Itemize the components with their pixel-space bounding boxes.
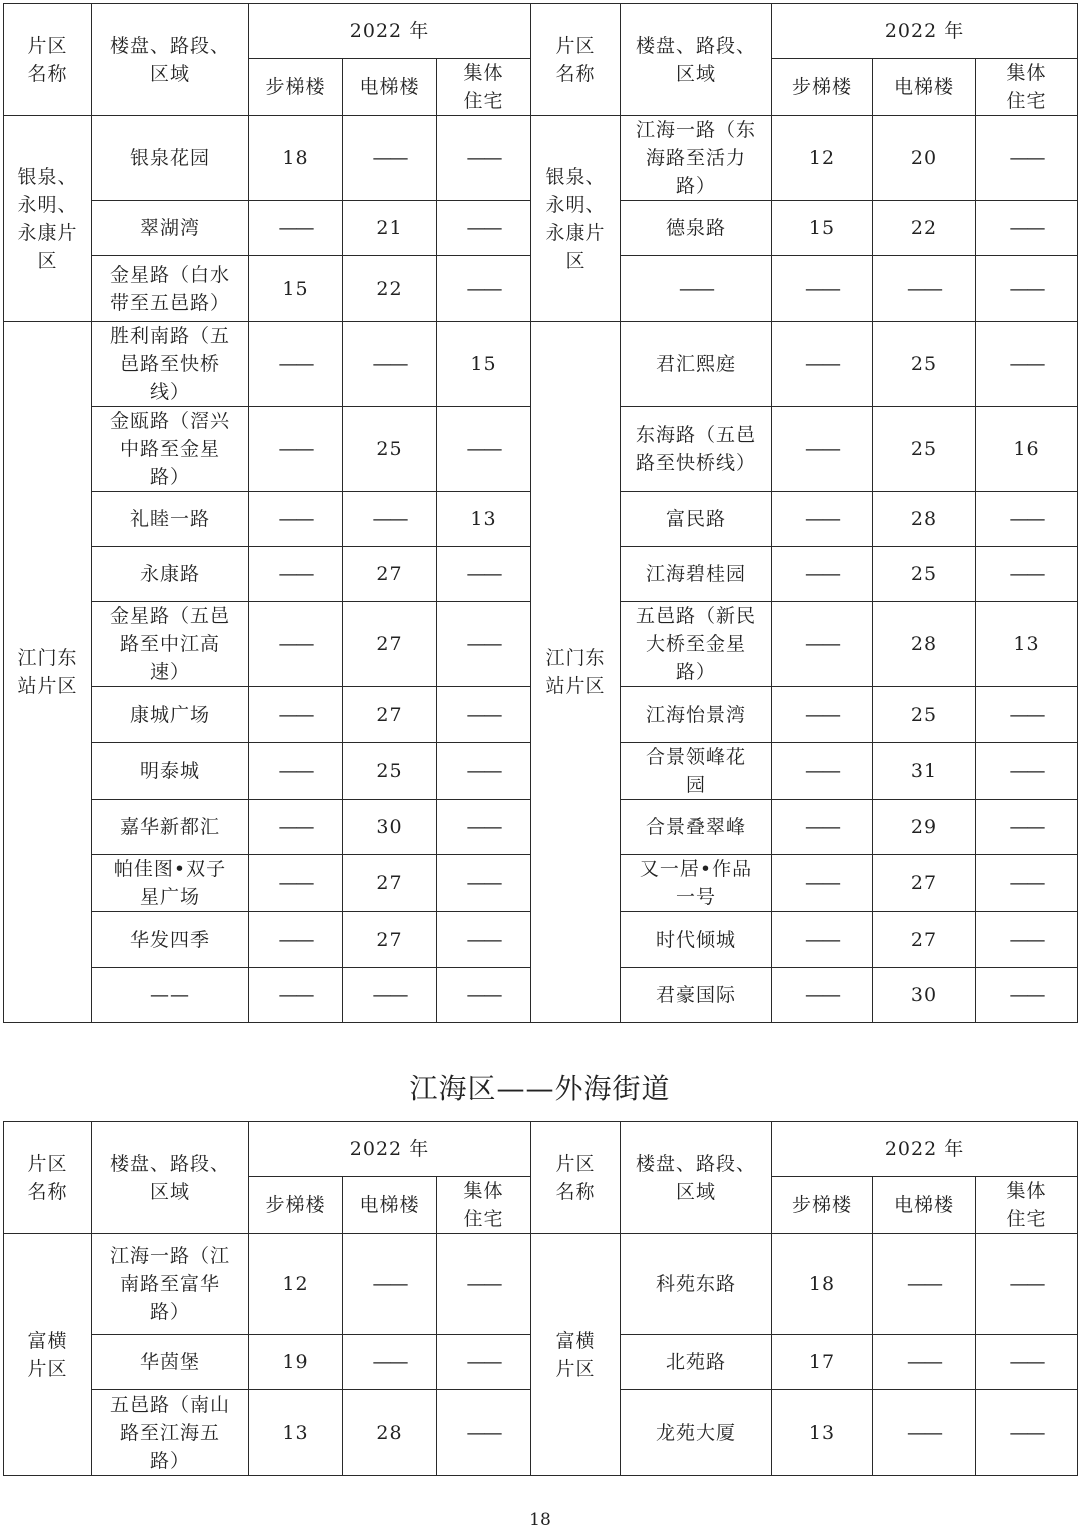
header-collective: 集体 住宅 [976,59,1078,116]
zone-name: 富横 片区 [531,1234,621,1476]
project-name: 华发四季 [92,912,249,968]
elevator-rent: 27 [873,912,976,968]
elevator-rent: 25 [343,743,437,800]
elevator-rent: —— [343,492,437,547]
project-name: 君豪国际 [621,968,772,1023]
collective-rent: —— [976,116,1078,201]
header-road: 楼盘、路段、 区域 [621,1122,772,1234]
stair-rent: 17 [772,1335,873,1390]
elevator-rent: 30 [343,800,437,855]
stair-rent: —— [249,743,343,800]
stair-rent: 13 [772,1390,873,1476]
zone-name: 银泉、 永明、 永康片 区 [531,116,621,322]
stair-rent: —— [249,912,343,968]
header-zone: 片区 名称 [4,4,92,116]
project-name: 金星路（白水 带至五邑路） [92,256,249,322]
elevator-rent: 25 [873,547,976,602]
header-year: 2022 年 [772,1122,1078,1177]
stair-rent: —— [772,407,873,492]
table-row [4,116,1078,201]
collective-rent: —— [437,743,531,800]
header-elevator: 电梯楼 [873,59,976,116]
header-collective: 集体 住宅 [437,59,531,116]
project-name: 合景叠翠峰 [621,800,772,855]
header-stair: 步梯楼 [249,59,343,116]
collective-rent: —— [976,1234,1078,1335]
elevator-rent: —— [873,1390,976,1476]
elevator-rent: 25 [873,687,976,743]
project-name: 翠湖湾 [92,201,249,256]
elevator-rent: 30 [873,968,976,1023]
elevator-rent: 22 [343,256,437,322]
project-name: 江海怡景湾 [621,687,772,743]
project-name: 时代倾城 [621,912,772,968]
elevator-rent: 27 [873,855,976,912]
collective-rent: 13 [437,492,531,547]
collective-rent: —— [976,1335,1078,1390]
stair-rent: —— [772,687,873,743]
elevator-rent: —— [873,1335,976,1390]
project-name: 德泉路 [621,201,772,256]
stair-rent: —— [772,800,873,855]
project-name: 华茵堡 [92,1335,249,1390]
collective-rent: —— [976,912,1078,968]
collective-rent: —— [437,800,531,855]
project-name: —— [621,256,772,322]
header-zone: 片区 名称 [531,1122,621,1234]
stair-rent: —— [249,322,343,407]
collective-rent: —— [437,201,531,256]
project-name: 银泉花园 [92,116,249,201]
header-elevator: 电梯楼 [343,59,437,116]
elevator-rent: 25 [873,407,976,492]
project-name: 帕佳图•双子 星广场 [92,855,249,912]
stair-rent: —— [249,687,343,743]
elevator-rent: 20 [873,116,976,201]
collective-rent: —— [437,1335,531,1390]
collective-rent: —— [437,1234,531,1335]
stair-rent: —— [772,492,873,547]
elevator-rent: —— [343,116,437,201]
header-year: 2022 年 [249,1122,531,1177]
project-name: 明泰城 [92,743,249,800]
project-name: 科苑东路 [621,1234,772,1335]
stair-rent: —— [249,492,343,547]
collective-rent: —— [437,602,531,687]
elevator-rent: 27 [343,602,437,687]
stair-rent: —— [772,602,873,687]
collective-rent: —— [437,547,531,602]
zone-name: 江门东 站片区 [531,322,621,1023]
project-name: 金瓯路（滘兴 中路至金星 路） [92,407,249,492]
collective-rent: —— [437,1390,531,1476]
header-stair: 步梯楼 [772,1177,873,1234]
zone-name: 富横 片区 [4,1234,92,1476]
elevator-rent: 31 [873,743,976,800]
collective-rent: —— [976,743,1078,800]
stair-rent: —— [772,743,873,800]
housing-rent-table-2 [3,1121,1078,1476]
collective-rent: —— [976,687,1078,743]
table-row [4,322,1078,407]
stair-rent: 18 [249,116,343,201]
header-road: 楼盘、路段、 区域 [92,4,249,116]
stair-rent: 15 [249,256,343,322]
collective-rent: —— [976,800,1078,855]
project-name: 金星路（五邑 路至中江高 速） [92,602,249,687]
collective-rent: —— [976,322,1078,407]
table-row [4,1234,1078,1335]
collective-rent: —— [976,855,1078,912]
stair-rent: —— [249,968,343,1023]
project-name: 又一居•作品 一号 [621,855,772,912]
header-collective: 集体 住宅 [976,1177,1078,1234]
collective-rent: —— [976,492,1078,547]
elevator-rent: —— [343,968,437,1023]
project-name: 康城广场 [92,687,249,743]
project-name: 礼睦一路 [92,492,249,547]
elevator-rent: —— [873,1234,976,1335]
elevator-rent: —— [343,322,437,407]
project-name: 江海一路（东 海路至活力 路） [621,116,772,201]
project-name: 富民路 [621,492,772,547]
stair-rent: —— [772,547,873,602]
header-zone: 片区 名称 [4,1122,92,1234]
header-elevator: 电梯楼 [873,1177,976,1234]
elevator-rent: —— [343,1335,437,1390]
collective-rent: —— [976,256,1078,322]
header-year: 2022 年 [772,4,1078,59]
collective-rent: —— [437,116,531,201]
stair-rent: 12 [772,116,873,201]
elevator-rent: 25 [343,407,437,492]
header-stair: 步梯楼 [249,1177,343,1234]
stair-rent: —— [772,256,873,322]
stair-rent: —— [249,201,343,256]
collective-rent: —— [437,912,531,968]
project-name: 嘉华新都汇 [92,800,249,855]
collective-rent: —— [437,855,531,912]
stair-rent: 15 [772,201,873,256]
elevator-rent: 28 [873,602,976,687]
elevator-rent: 25 [873,322,976,407]
collective-rent: 15 [437,322,531,407]
elevator-rent: 21 [343,201,437,256]
stair-rent: —— [249,602,343,687]
header-road: 楼盘、路段、 区域 [92,1122,249,1234]
collective-rent: —— [976,201,1078,256]
collective-rent: 16 [976,407,1078,492]
header-elevator: 电梯楼 [343,1177,437,1234]
elevator-rent: 28 [343,1390,437,1476]
project-name: 江海一路（江 南路至富华 路） [92,1234,249,1335]
stair-rent: —— [249,800,343,855]
project-name: 君汇熙庭 [621,322,772,407]
project-name: 五邑路（新民 大桥至金星 路） [621,602,772,687]
collective-rent: —— [437,968,531,1023]
header-stair: 步梯楼 [772,59,873,116]
stair-rent: —— [772,912,873,968]
project-name: 龙苑大厦 [621,1390,772,1476]
zone-name: 银泉、 永明、 永康片 区 [4,116,92,322]
housing-rent-table-1 [3,3,1078,1023]
stair-rent: —— [772,968,873,1023]
collective-rent: —— [976,1390,1078,1476]
stair-rent: —— [772,322,873,407]
elevator-rent: 22 [873,201,976,256]
project-name: 胜利南路（五 邑路至快桥 线） [92,322,249,407]
elevator-rent: 28 [873,492,976,547]
elevator-rent: 27 [343,912,437,968]
collective-rent: —— [437,687,531,743]
stair-rent: 19 [249,1335,343,1390]
project-name: 永康路 [92,547,249,602]
collective-rent: —— [976,968,1078,1023]
elevator-rent: —— [873,256,976,322]
elevator-rent: 27 [343,855,437,912]
header-zone: 片区 名称 [531,4,621,116]
project-name: 合景领峰花 园 [621,743,772,800]
stair-rent: 13 [249,1390,343,1476]
collective-rent: —— [976,547,1078,602]
stair-rent: 12 [249,1234,343,1335]
collective-rent: —— [437,256,531,322]
page-number: 18 [529,1510,551,1530]
collective-rent: —— [437,407,531,492]
section-title: 江海区——外海街道 [409,1072,671,1105]
project-name: —— [92,968,249,1023]
elevator-rent: 27 [343,687,437,743]
project-name: 东海路（五邑 路至快桥线） [621,407,772,492]
project-name: 北苑路 [621,1335,772,1390]
header-collective: 集体 住宅 [437,1177,531,1234]
zone-name: 江门东 站片区 [4,322,92,1023]
project-name: 江海碧桂园 [621,547,772,602]
header-year: 2022 年 [249,4,531,59]
stair-rent: —— [772,855,873,912]
stair-rent: 18 [772,1234,873,1335]
collective-rent: 13 [976,602,1078,687]
elevator-rent: —— [343,1234,437,1335]
stair-rent: —— [249,547,343,602]
project-name: 五邑路（南山 路至江海五 路） [92,1390,249,1476]
header-road: 楼盘、路段、 区域 [621,4,772,116]
elevator-rent: 27 [343,547,437,602]
stair-rent: —— [249,855,343,912]
elevator-rent: 29 [873,800,976,855]
stair-rent: —— [249,407,343,492]
